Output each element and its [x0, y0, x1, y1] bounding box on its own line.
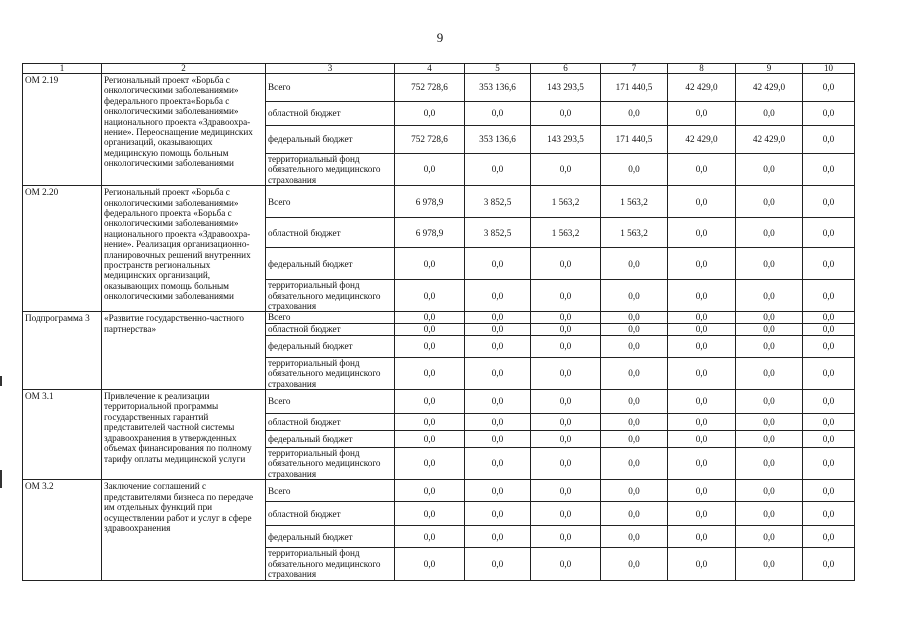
amount-cell: 171 440,5 — [601, 126, 668, 154]
amount-cell: 0,0 — [531, 448, 601, 480]
amount-cell: 0,0 — [803, 126, 855, 154]
amount-cell: 0,0 — [803, 357, 855, 389]
header-row — [23, 64, 855, 74]
column-header: 1 — [23, 64, 102, 74]
amount-cell: 0,0 — [803, 502, 855, 526]
amount-cell: 0,0 — [668, 480, 736, 502]
amount-cell: 0,0 — [395, 357, 465, 389]
amount-cell: 0,0 — [668, 548, 736, 580]
amount-cell: 0,0 — [668, 323, 736, 335]
amount-cell: 0,0 — [395, 502, 465, 526]
amount-cell: 0,0 — [736, 323, 803, 335]
amount-cell: 0,0 — [465, 480, 531, 502]
amount-cell: 0,0 — [601, 502, 668, 526]
funding-source: Всего — [266, 186, 395, 218]
amount-cell: 0,0 — [668, 312, 736, 323]
amount-cell: 0,0 — [668, 186, 736, 218]
amount-cell: 0,0 — [465, 102, 531, 126]
amount-cell: 0,0 — [668, 357, 736, 389]
amount-cell: 0,0 — [465, 414, 531, 431]
amount-cell: 0,0 — [736, 335, 803, 357]
amount-cell: 0,0 — [736, 186, 803, 218]
amount-cell: 0,0 — [465, 526, 531, 548]
amount-cell: 0,0 — [736, 431, 803, 448]
amount-cell: 0,0 — [803, 312, 855, 323]
amount-cell: 0,0 — [395, 323, 465, 335]
funding-source: территориальный фонд обязательного медицинского страхования — [266, 357, 395, 389]
amount-cell: 0,0 — [531, 548, 601, 580]
amount-cell: 0,0 — [736, 102, 803, 126]
table-row — [23, 312, 855, 323]
amount-cell: 0,0 — [668, 526, 736, 548]
amount-cell: 0,0 — [601, 248, 668, 280]
amount-cell: 0,0 — [465, 448, 531, 480]
amount-cell: 0,0 — [736, 480, 803, 502]
amount-cell: 0,0 — [668, 248, 736, 280]
amount-cell: 0,0 — [803, 414, 855, 431]
amount-cell: 0,0 — [465, 154, 531, 186]
amount-cell: 0,0 — [531, 312, 601, 323]
amount-cell: 0,0 — [465, 280, 531, 312]
amount-cell: 42 429,0 — [736, 74, 803, 102]
amount-cell: 0,0 — [601, 431, 668, 448]
column-header: 8 — [668, 64, 736, 74]
event-name: Региональный проект «Борьба с онкологическими заболеваниями» федерального проекта «Борьба с онкологическими заболеваниями» национального проекта «Здравоохра-нение». Реализация организационно-планировочных решений внутренних пространств региональных медицинских организаций, оказывающих помощь больным онкологическими заболеваниями — [102, 186, 266, 312]
amount-cell: 0,0 — [736, 502, 803, 526]
amount-cell: 0,0 — [601, 390, 668, 414]
table-row — [23, 480, 855, 502]
event-name: Региональный проект «Борьба с онкологическими заболеваниями» федерального проекта«Борьба с онкологическими заболеваниями» национального проекта «Здравоохра-нение». Переоснащение медицинских организаций, оказывающих медицинскую помощь больным онкологическими заболеваниями — [102, 74, 266, 186]
amount-cell: 0,0 — [531, 390, 601, 414]
amount-cell: 0,0 — [465, 323, 531, 335]
table-row — [23, 186, 855, 218]
scan-edge-mark — [0, 376, 2, 386]
amount-cell: 0,0 — [803, 526, 855, 548]
amount-cell: 6 978,9 — [395, 186, 465, 218]
amount-cell: 0,0 — [601, 280, 668, 312]
amount-cell: 0,0 — [736, 526, 803, 548]
amount-cell: 0,0 — [531, 502, 601, 526]
amount-cell: 0,0 — [395, 312, 465, 323]
amount-cell: 0,0 — [668, 414, 736, 431]
column-header: 2 — [102, 64, 266, 74]
amount-cell: 0,0 — [803, 102, 855, 126]
amount-cell: 0,0 — [601, 480, 668, 502]
amount-cell: 0,0 — [465, 357, 531, 389]
event-code: Подпрограмма 3 — [23, 312, 102, 390]
amount-cell: 3 852,5 — [465, 186, 531, 218]
amount-cell: 0,0 — [395, 431, 465, 448]
amount-cell: 0,0 — [531, 280, 601, 312]
amount-cell: 0,0 — [736, 390, 803, 414]
event-code: ОМ 3.1 — [23, 390, 102, 480]
amount-cell: 0,0 — [531, 357, 601, 389]
funding-source: областной бюджет — [266, 502, 395, 526]
table-row — [23, 74, 855, 102]
amount-cell: 0,0 — [395, 335, 465, 357]
table-body — [23, 64, 855, 581]
column-header: 4 — [395, 64, 465, 74]
funding-source: территориальный фонд обязательного медицинского страхования — [266, 548, 395, 580]
amount-cell: 0,0 — [803, 323, 855, 335]
column-header: 10 — [803, 64, 855, 74]
funding-source: территориальный фонд обязательного медицинского страхования — [266, 448, 395, 480]
amount-cell: 0,0 — [395, 248, 465, 280]
amount-cell: 0,0 — [736, 280, 803, 312]
funding-source: Всего — [266, 312, 395, 323]
amount-cell: 1 563,2 — [531, 186, 601, 218]
budget-table — [22, 63, 855, 581]
amount-cell: 1 563,2 — [531, 218, 601, 248]
amount-cell: 6 978,9 — [395, 218, 465, 248]
amount-cell: 0,0 — [601, 526, 668, 548]
amount-cell: 0,0 — [601, 414, 668, 431]
amount-cell: 0,0 — [736, 548, 803, 580]
event-name: Заключение соглашений с представителями бизнеса по передаче им отдельных функций при осуществлении работ и услуг в сфере здравоохранения — [102, 480, 266, 580]
funding-source: федеральный бюджет — [266, 248, 395, 280]
amount-cell: 0,0 — [465, 502, 531, 526]
amount-cell: 0,0 — [736, 218, 803, 248]
event-name: «Развитие государственно-частного партнерства» — [102, 312, 266, 390]
funding-source: Всего — [266, 480, 395, 502]
funding-source: областной бюджет — [266, 323, 395, 335]
amount-cell: 0,0 — [531, 414, 601, 431]
funding-source: территориальный фонд обязательного медицинского страхования — [266, 154, 395, 186]
amount-cell: 0,0 — [465, 548, 531, 580]
amount-cell: 0,0 — [395, 390, 465, 414]
amount-cell: 0,0 — [736, 312, 803, 323]
event-code: ОМ 2.20 — [23, 186, 102, 312]
amount-cell: 42 429,0 — [668, 74, 736, 102]
funding-source: областной бюджет — [266, 102, 395, 126]
amount-cell: 0,0 — [736, 154, 803, 186]
amount-cell: 0,0 — [465, 312, 531, 323]
funding-source: Всего — [266, 390, 395, 414]
amount-cell: 0,0 — [803, 431, 855, 448]
amount-cell: 0,0 — [736, 448, 803, 480]
amount-cell: 0,0 — [803, 218, 855, 248]
column-header: 7 — [601, 64, 668, 74]
amount-cell: 0,0 — [803, 74, 855, 102]
amount-cell: 0,0 — [395, 414, 465, 431]
amount-cell: 0,0 — [668, 154, 736, 186]
amount-cell: 0,0 — [601, 323, 668, 335]
amount-cell: 0,0 — [531, 480, 601, 502]
amount-cell: 0,0 — [803, 154, 855, 186]
amount-cell: 0,0 — [803, 248, 855, 280]
amount-cell: 0,0 — [803, 480, 855, 502]
amount-cell: 0,0 — [601, 548, 668, 580]
amount-cell: 0,0 — [531, 102, 601, 126]
table-row — [23, 390, 855, 414]
amount-cell: 0,0 — [803, 186, 855, 218]
column-header: 9 — [736, 64, 803, 74]
amount-cell: 0,0 — [803, 390, 855, 414]
amount-cell: 143 293,5 — [531, 126, 601, 154]
amount-cell: 0,0 — [395, 548, 465, 580]
amount-cell: 0,0 — [601, 357, 668, 389]
amount-cell: 42 429,0 — [668, 126, 736, 154]
amount-cell: 42 429,0 — [736, 126, 803, 154]
amount-cell: 0,0 — [668, 102, 736, 126]
amount-cell: 0,0 — [736, 357, 803, 389]
scan-edge-mark — [0, 470, 2, 488]
funding-source: федеральный бюджет — [266, 126, 395, 154]
amount-cell: 0,0 — [531, 431, 601, 448]
amount-cell: 0,0 — [601, 448, 668, 480]
amount-cell: 353 136,6 — [465, 126, 531, 154]
amount-cell: 0,0 — [668, 431, 736, 448]
amount-cell: 0,0 — [395, 526, 465, 548]
amount-cell: 1 563,2 — [601, 186, 668, 218]
amount-cell: 0,0 — [465, 390, 531, 414]
amount-cell: 752 728,6 — [395, 126, 465, 154]
amount-cell: 1 563,2 — [601, 218, 668, 248]
amount-cell: 0,0 — [465, 248, 531, 280]
amount-cell: 0,0 — [668, 280, 736, 312]
amount-cell: 0,0 — [601, 154, 668, 186]
event-name: Привлечение к реализации территориальной программы государственных гарантий представителей частной системы здравоохранения в утвержденных объемах финансирования по полному тарифу оплаты медицинской услуги — [102, 390, 266, 480]
column-header: 5 — [465, 64, 531, 74]
amount-cell: 0,0 — [668, 335, 736, 357]
funding-source: Всего — [266, 74, 395, 102]
amount-cell: 0,0 — [465, 431, 531, 448]
column-header: 3 — [266, 64, 395, 74]
amount-cell: 0,0 — [395, 448, 465, 480]
funding-source: федеральный бюджет — [266, 526, 395, 548]
amount-cell: 0,0 — [531, 335, 601, 357]
amount-cell: 0,0 — [668, 390, 736, 414]
funding-source: территориальный фонд обязательного медицинского страхования — [266, 280, 395, 312]
funding-source: федеральный бюджет — [266, 335, 395, 357]
amount-cell: 0,0 — [736, 248, 803, 280]
amount-cell: 143 293,5 — [531, 74, 601, 102]
amount-cell: 171 440,5 — [601, 74, 668, 102]
event-code: ОМ 2.19 — [23, 74, 102, 186]
column-header: 6 — [531, 64, 601, 74]
funding-source: федеральный бюджет — [266, 431, 395, 448]
amount-cell: 0,0 — [395, 480, 465, 502]
amount-cell: 0,0 — [668, 448, 736, 480]
amount-cell: 0,0 — [531, 248, 601, 280]
amount-cell: 0,0 — [668, 502, 736, 526]
amount-cell: 0,0 — [803, 548, 855, 580]
funding-source: областной бюджет — [266, 414, 395, 431]
amount-cell: 0,0 — [531, 323, 601, 335]
amount-cell: 0,0 — [803, 335, 855, 357]
amount-cell: 0,0 — [601, 312, 668, 323]
amount-cell: 752 728,6 — [395, 74, 465, 102]
amount-cell: 0,0 — [465, 335, 531, 357]
amount-cell: 0,0 — [395, 280, 465, 312]
amount-cell: 0,0 — [601, 335, 668, 357]
amount-cell: 0,0 — [531, 526, 601, 548]
amount-cell: 353 136,6 — [465, 74, 531, 102]
amount-cell: 0,0 — [395, 154, 465, 186]
amount-cell: 0,0 — [736, 414, 803, 431]
amount-cell: 0,0 — [601, 102, 668, 126]
event-code: ОМ 3.2 — [23, 480, 102, 580]
amount-cell: 0,0 — [668, 218, 736, 248]
amount-cell: 0,0 — [803, 280, 855, 312]
page-number: 9 — [436, 30, 444, 45]
amount-cell: 0,0 — [395, 102, 465, 126]
amount-cell: 0,0 — [531, 154, 601, 186]
funding-source: областной бюджет — [266, 218, 395, 248]
amount-cell: 3 852,5 — [465, 218, 531, 248]
amount-cell: 0,0 — [803, 448, 855, 480]
